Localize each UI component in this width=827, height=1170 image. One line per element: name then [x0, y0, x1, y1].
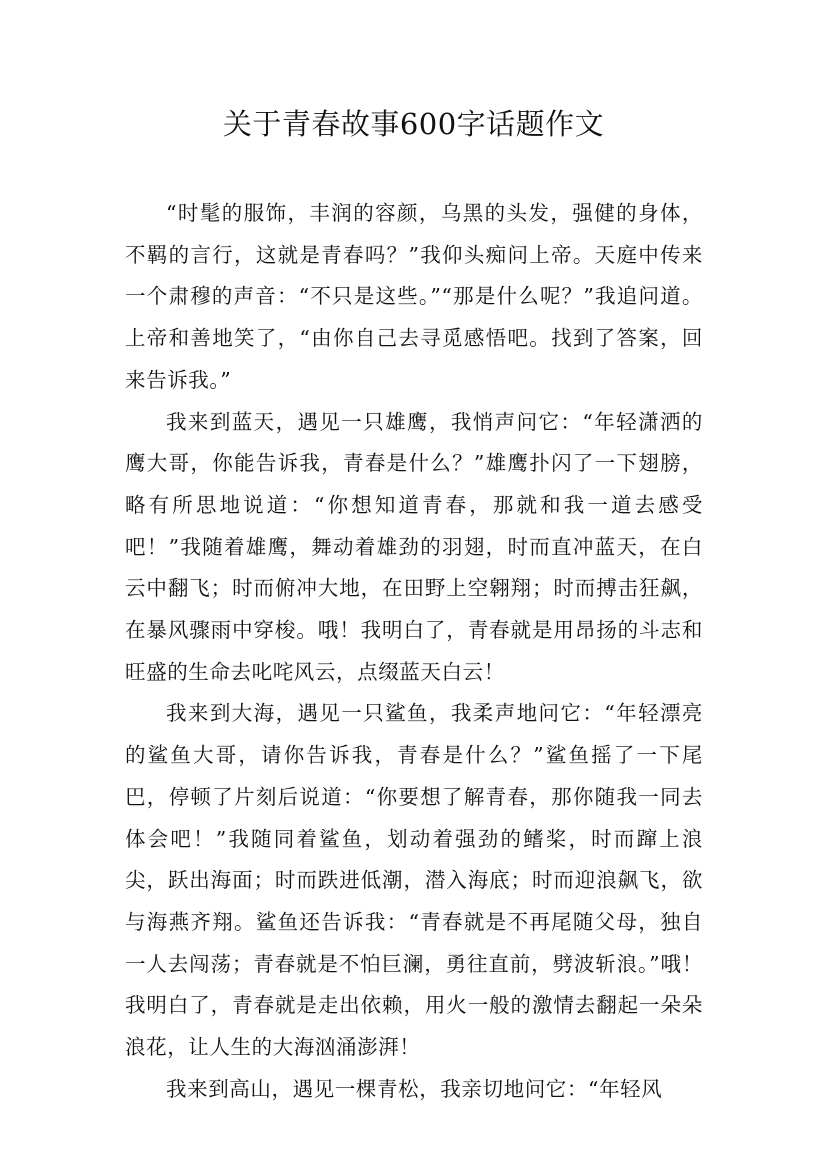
paragraph-1: “时髦的服饰，丰润的容颜，乌黑的头发，强健的身体，不羁的言行，这就是青春吗？”我仰头痴问上帝。天庭中传来一个肃穆的声音：“不只是这些。”“那是什么呢？”我追问道。上帝和善地笑了，“由你自己去寻觅感悟吧。找到了答案，回来告诉我。” [125, 201, 703, 392]
paragraph-3: 我来到大海，遇见一只鲨鱼，我柔声地问它：“年轻漂亮的鲨鱼大哥，请你告诉我，青春是什么？”鲨鱼摇了一下尾巴，停顿了片刻后说道：“你要想了解青春，那你随我一同去体会吧！”我随同着鲨鱼，划动着强劲的鳍桨，时而蹿上浪尖，跃出海面；时而跌进低潮，潜入海底；时而迎浪飙飞，欲与海燕齐翔。鲨鱼还告诉我：“青春就是不再尾随父母，独自一人去闯荡；青春就是不怕巨澜，勇往直前，劈波斩浪。”哦！我明白了，青春就是走出依赖，用火一般的激情去翻起一朵朵浪花，让人生的大海汹涌澎湃！ [125, 701, 703, 1060]
paragraph-4: 我来到高山，遇见一棵青松，我亲切地问它：“年轻风 [166, 1076, 663, 1101]
document-title: 关于青春故事600字话题作文 [222, 107, 605, 141]
document-body [125, 193, 703, 1110]
paragraph-2: 我来到蓝天，遇见一只雄鹰，我悄声问它：“年轻潇洒的鹰大哥，你能告诉我，青春是什么？”雄鹰扑闪了一下翅膀，略有所思地说道：“你想知道青春，那就和我一道去感受吧！”我随着雄鹰，舞动着雄劲的羽翅，时而直冲蓝天，在白云中翻飞；时而俯冲大地，在田野上空翱翔；时而搏击狂飙，在暴风骤雨中穿梭。哦！我明白了，青春就是用昂扬的斗志和旺盛的生命去叱咤风云，点缀蓝天白云！ [125, 409, 703, 684]
